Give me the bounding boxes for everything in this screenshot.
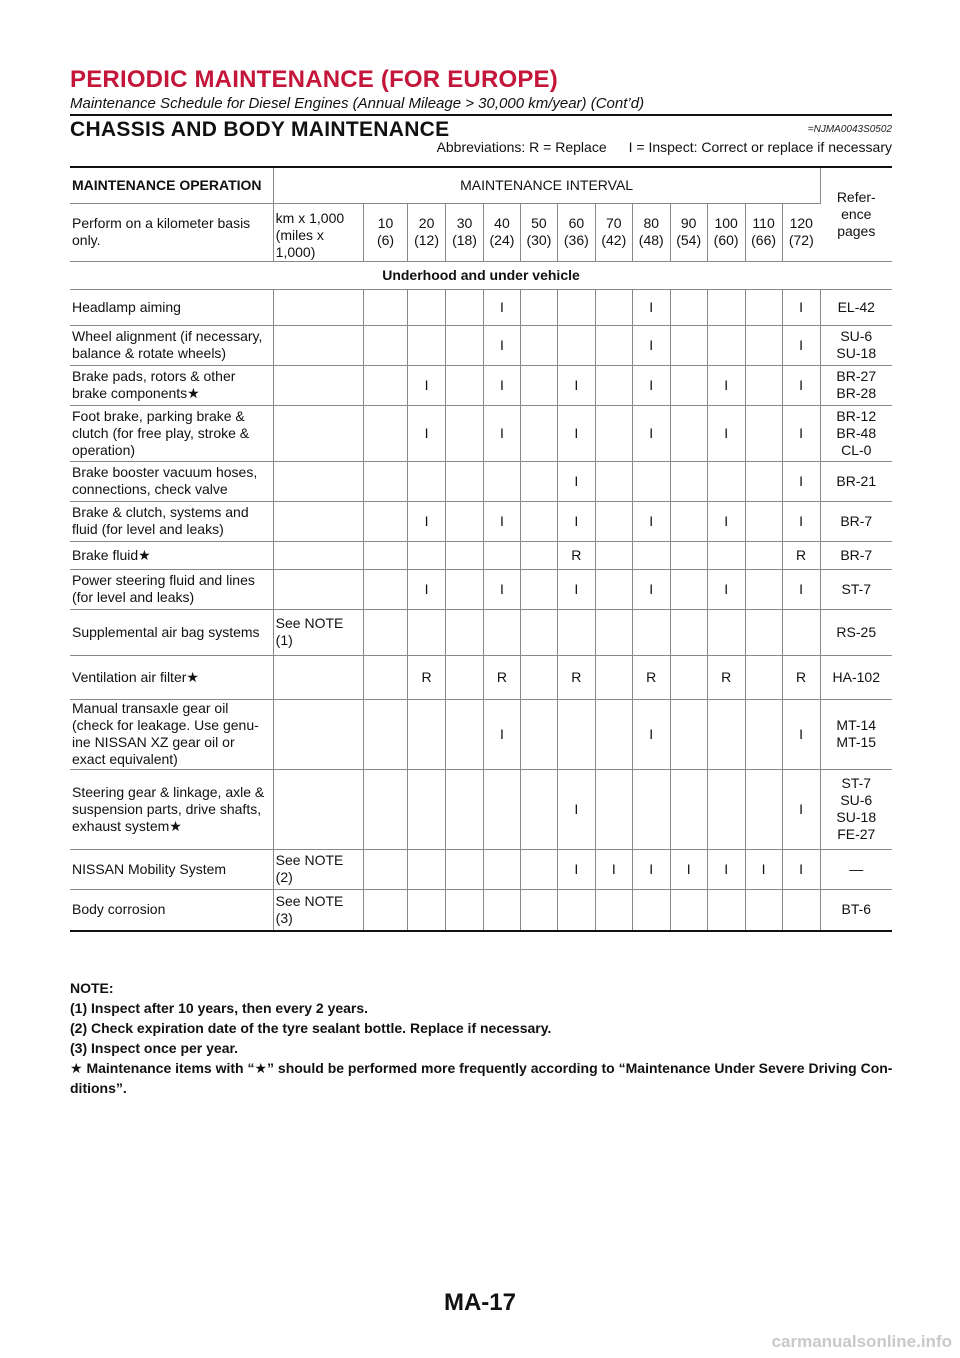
interval-cell (408, 849, 446, 889)
interval-cell (408, 325, 446, 365)
interval-cell: I (707, 365, 745, 405)
interval-cell (363, 699, 407, 769)
interval-cell: R (484, 655, 521, 699)
interval-header: 80 (48) (632, 203, 670, 261)
interval-cell (408, 289, 446, 325)
interval-header: 10 (6) (363, 203, 407, 261)
interval-cell (707, 289, 745, 325)
note-cell (273, 699, 363, 769)
note-cell (273, 569, 363, 609)
interval-cell (363, 325, 407, 365)
interval-cell (670, 769, 707, 849)
interval-cell: R (557, 541, 595, 569)
interval-cell (446, 461, 484, 501)
interval-cell (520, 461, 557, 501)
note-cell: See NOTE (3) (273, 889, 363, 931)
interval-cell (484, 541, 521, 569)
interval-cell (745, 769, 782, 849)
reference-cell: BR-21 (820, 461, 892, 501)
interval-cell: I (782, 365, 820, 405)
interval-cell (707, 325, 745, 365)
interval-header: 100 (60) (707, 203, 745, 261)
interval-cell: I (632, 501, 670, 541)
interval-cell (632, 541, 670, 569)
interval-cell: I (557, 769, 595, 849)
reference-cell: ST-7 SU-6 SU-18 FE-27 (820, 769, 892, 849)
interval-cell (595, 569, 632, 609)
interval-cell: R (408, 655, 446, 699)
interval-cell: I (632, 569, 670, 609)
interval-cell: I (707, 849, 745, 889)
interval-cell: I (670, 849, 707, 889)
maintenance-schedule-table (70, 166, 892, 932)
interval-cell (670, 655, 707, 699)
page-number: MA-17 (443, 1289, 516, 1316)
interval-cell (520, 699, 557, 769)
interval-cell: I (408, 501, 446, 541)
reference-cell: HA-102 (820, 655, 892, 699)
watermark: carmanualsonline.info (771, 1332, 952, 1351)
interval-cell (363, 289, 407, 325)
note-cell (273, 655, 363, 699)
interval-cell (446, 609, 484, 655)
interval-cell (446, 501, 484, 541)
operation-cell: NISSAN Mobility System (70, 849, 273, 889)
perform-basis-label: Perform on a kilometer basis only. (70, 203, 273, 261)
table-row (70, 889, 892, 931)
interval-cell (782, 609, 820, 655)
interval-cell (363, 609, 407, 655)
interval-cell (446, 849, 484, 889)
interval-header: 70 (42) (595, 203, 632, 261)
interval-cell (707, 609, 745, 655)
interval-cell (595, 889, 632, 931)
interval-cell (632, 889, 670, 931)
interval-cell (595, 769, 632, 849)
interval-cell (363, 769, 407, 849)
interval-cell: I (632, 325, 670, 365)
interval-cell: I (782, 699, 820, 769)
interval-cell (670, 569, 707, 609)
interval-cell (595, 541, 632, 569)
interval-cell (707, 889, 745, 931)
interval-cell (363, 655, 407, 699)
page-header (70, 66, 892, 113)
group-heading-row (70, 261, 892, 289)
reference-cell: BR-12 BR-48 CL-0 (820, 405, 892, 461)
interval-cell (595, 289, 632, 325)
interval-cell (408, 699, 446, 769)
interval-cell (520, 849, 557, 889)
note-cell (273, 769, 363, 849)
operation-cell: Wheel alignment (if necessary, balance & rotate wheels) (70, 325, 273, 365)
table-row (70, 289, 892, 325)
interval-cell (520, 325, 557, 365)
interval-cell (446, 769, 484, 849)
reference-cell: RS-25 (820, 609, 892, 655)
interval-cell (557, 609, 595, 655)
interval-cell: I (632, 289, 670, 325)
page-header-title: PERIODIC MAINTENANCE (FOR EUROPE) (70, 66, 558, 93)
interval-cell: I (557, 849, 595, 889)
reference-cell: BR-7 (820, 541, 892, 569)
interval-cell: I (484, 289, 521, 325)
interval-cell (745, 699, 782, 769)
interval-cell (446, 541, 484, 569)
interval-cell (520, 609, 557, 655)
note-item-star: ★ Maintenance items with “★” should be performed more frequently according to “Maintenance Under Severe Driving Con-ditions”. (70, 1060, 893, 1096)
interval-cell (520, 889, 557, 931)
interval-cell (484, 849, 521, 889)
interval-cell (745, 889, 782, 931)
interval-cell (446, 289, 484, 325)
reference-cell: BT-6 (820, 889, 892, 931)
interval-header: 120 (72) (782, 203, 820, 261)
note-cell (273, 405, 363, 461)
table-row (70, 609, 892, 655)
notes-heading: NOTE: (70, 980, 114, 996)
interval-cell (484, 769, 521, 849)
group-heading: Underhood and under vehicle (70, 261, 892, 289)
operation-cell: Ventilation air filter★ (70, 655, 273, 699)
interval-cell (745, 289, 782, 325)
note-cell (273, 541, 363, 569)
interval-cell (408, 769, 446, 849)
note-cell (273, 501, 363, 541)
interval-cell (595, 609, 632, 655)
interval-cell (745, 461, 782, 501)
interval-cell (745, 365, 782, 405)
operation-cell: Manual transaxle gear oil (check for leakage. Use genu-ine NISSAN XZ gear oil or exact equivalent) (70, 699, 273, 769)
interval-cell: I (782, 289, 820, 325)
interval-cell (363, 365, 407, 405)
interval-cell (446, 699, 484, 769)
table-row (70, 325, 892, 365)
interval-cell (595, 405, 632, 461)
interval-cell (446, 655, 484, 699)
interval-cell (707, 699, 745, 769)
unit-label: km x 1,000 (miles x 1,000) (273, 203, 363, 261)
note-cell: See NOTE (2) (273, 849, 363, 889)
interval-cell: I (557, 501, 595, 541)
interval-cell (484, 461, 521, 501)
interval-cell (745, 325, 782, 365)
interval-cell (557, 325, 595, 365)
interval-cell (363, 541, 407, 569)
interval-cell (363, 461, 407, 501)
interval-cell (363, 849, 407, 889)
interval-cell (745, 569, 782, 609)
operation-cell: Steering gear & linkage, axle & suspension parts, drive shafts, exhaust system★ (70, 769, 273, 849)
interval-cell: I (632, 849, 670, 889)
interval-cell (595, 501, 632, 541)
interval-cell (520, 289, 557, 325)
table-row (70, 461, 892, 501)
reference-cell: MT-14 MT-15 (820, 699, 892, 769)
interval-cell (520, 405, 557, 461)
interval-cell: I (484, 325, 521, 365)
interval-header: 20 (12) (408, 203, 446, 261)
interval-cell (520, 541, 557, 569)
interval-cell (446, 405, 484, 461)
interval-cell: I (632, 405, 670, 461)
interval-cell: I (782, 461, 820, 501)
interval-cell (707, 541, 745, 569)
interval-cell (520, 365, 557, 405)
interval-cell: I (484, 569, 521, 609)
interval-cell (408, 889, 446, 931)
interval-cell (632, 609, 670, 655)
operation-cell: Foot brake, parking brake & clutch (for free play, stroke & operation) (70, 405, 273, 461)
interval-cell: I (408, 569, 446, 609)
interval-cell: I (557, 405, 595, 461)
interval-cell (484, 609, 521, 655)
operation-cell: Headlamp aiming (70, 289, 273, 325)
interval-cell (670, 889, 707, 931)
interval-cell: I (782, 569, 820, 609)
header-interval: MAINTENANCE INTERVAL (273, 167, 820, 203)
note-item-1: (1) Inspect after 10 years, then every 2 years. (70, 1000, 369, 1016)
note-cell (273, 289, 363, 325)
note-cell (273, 325, 363, 365)
interval-cell (670, 501, 707, 541)
interval-cell (363, 501, 407, 541)
table-row (70, 405, 892, 461)
interval-cell: R (707, 655, 745, 699)
reference-cell: BR-27 BR-28 (820, 365, 892, 405)
interval-cell (632, 461, 670, 501)
table-row (70, 365, 892, 405)
interval-cell: I (484, 699, 521, 769)
section-title: CHASSIS AND BODY MAINTENANCE (70, 118, 450, 141)
interval-cell (595, 325, 632, 365)
interval-cell: R (782, 655, 820, 699)
interval-cell (446, 889, 484, 931)
interval-cell: I (782, 325, 820, 365)
table-row (70, 541, 892, 569)
table-interval-row (70, 203, 892, 261)
abbrev-inspect: I = Inspect: Correct or replace if necessary (628, 139, 892, 155)
operation-cell: Supplemental air bag systems (70, 609, 273, 655)
interval-cell: I (557, 461, 595, 501)
interval-cell (408, 461, 446, 501)
interval-cell (363, 569, 407, 609)
interval-cell (745, 609, 782, 655)
operation-cell: Brake fluid★ (70, 541, 273, 569)
note-cell: See NOTE (1) (273, 609, 363, 655)
reference-cell: BR-7 (820, 501, 892, 541)
interval-cell (670, 325, 707, 365)
interval-cell (363, 405, 407, 461)
notes-section (70, 978, 894, 1098)
interval-cell: I (782, 405, 820, 461)
interval-cell (446, 365, 484, 405)
header-rule (70, 114, 892, 116)
interval-header: 90 (54) (670, 203, 707, 261)
interval-cell: I (707, 501, 745, 541)
interval-cell: I (484, 365, 521, 405)
note-cell (273, 365, 363, 405)
interval-cell: R (557, 655, 595, 699)
interval-cell (520, 501, 557, 541)
operation-cell: Brake pads, rotors & other brake components★ (70, 365, 273, 405)
table-row (70, 569, 892, 609)
reference-code: =NJMA0043S0502 (807, 124, 892, 135)
abbrev-replace: Abbreviations: R = Replace (436, 139, 607, 155)
interval-cell (595, 365, 632, 405)
reference-cell: ST-7 (820, 569, 892, 609)
interval-cell (595, 699, 632, 769)
interval-header: 50 (30) (520, 203, 557, 261)
header-reference: Refer- ence pages (820, 167, 892, 261)
interval-cell (707, 769, 745, 849)
interval-cell (595, 655, 632, 699)
header-operation: MAINTENANCE OPERATION (70, 167, 273, 203)
abbreviations-legend (437, 139, 892, 155)
operation-cell: Brake & clutch, systems and fluid (for level and leaks) (70, 501, 273, 541)
note-item-2: (2) Check expiration date of the tyre sealant bottle. Replace if necessary. (70, 1020, 552, 1036)
interval-cell: R (632, 655, 670, 699)
reference-cell: EL-42 (820, 289, 892, 325)
interval-cell: I (745, 849, 782, 889)
interval-cell (520, 655, 557, 699)
interval-cell (745, 501, 782, 541)
interval-header: 60 (36) (557, 203, 595, 261)
interval-cell (484, 889, 521, 931)
note-item-3: (3) Inspect once per year. (70, 1040, 239, 1056)
table-row (70, 655, 892, 699)
interval-cell (670, 365, 707, 405)
interval-header: 40 (24) (484, 203, 521, 261)
page-header-subtitle: Maintenance Schedule for Diesel Engines (Annual Mileage > 30,000 km/year) (Cont’d) (70, 95, 645, 112)
interval-cell (670, 461, 707, 501)
interval-cell (782, 889, 820, 931)
interval-cell: I (632, 699, 670, 769)
interval-cell (670, 405, 707, 461)
interval-cell (670, 289, 707, 325)
reference-cell: — (820, 849, 892, 889)
interval-cell (745, 405, 782, 461)
interval-cell (745, 655, 782, 699)
operation-cell: Body corrosion (70, 889, 273, 931)
interval-cell (632, 769, 670, 849)
interval-cell: I (707, 569, 745, 609)
interval-cell (707, 461, 745, 501)
interval-cell: I (782, 849, 820, 889)
interval-cell: I (557, 365, 595, 405)
interval-cell: I (782, 769, 820, 849)
interval-cell: I (632, 365, 670, 405)
note-cell (273, 461, 363, 501)
interval-cell (745, 541, 782, 569)
interval-cell (557, 889, 595, 931)
interval-cell (446, 569, 484, 609)
interval-cell (670, 609, 707, 655)
table-row (70, 501, 892, 541)
interval-cell (408, 541, 446, 569)
interval-cell (363, 889, 407, 931)
interval-header: 30 (18) (446, 203, 484, 261)
interval-cell: I (782, 501, 820, 541)
interval-cell (670, 699, 707, 769)
interval-cell (557, 699, 595, 769)
interval-cell (446, 325, 484, 365)
interval-cell (557, 289, 595, 325)
table-row (70, 849, 892, 889)
interval-cell: I (484, 405, 521, 461)
table-header-row (70, 167, 892, 203)
interval-cell: I (707, 405, 745, 461)
interval-cell: I (408, 405, 446, 461)
interval-cell (520, 769, 557, 849)
table-row (70, 699, 892, 769)
table-row (70, 769, 892, 849)
interval-cell: I (595, 849, 632, 889)
interval-cell: I (408, 365, 446, 405)
interval-cell (408, 609, 446, 655)
operation-cell: Power steering fluid and lines (for level and leaks) (70, 569, 273, 609)
reference-cell: SU-6 SU-18 (820, 325, 892, 365)
interval-cell (670, 541, 707, 569)
interval-cell: I (484, 501, 521, 541)
operation-cell: Brake booster vacuum hoses, connections, check valve (70, 461, 273, 501)
interval-cell: I (557, 569, 595, 609)
interval-cell: R (782, 541, 820, 569)
interval-cell (595, 461, 632, 501)
interval-header: 110 (66) (745, 203, 782, 261)
interval-cell (520, 569, 557, 609)
